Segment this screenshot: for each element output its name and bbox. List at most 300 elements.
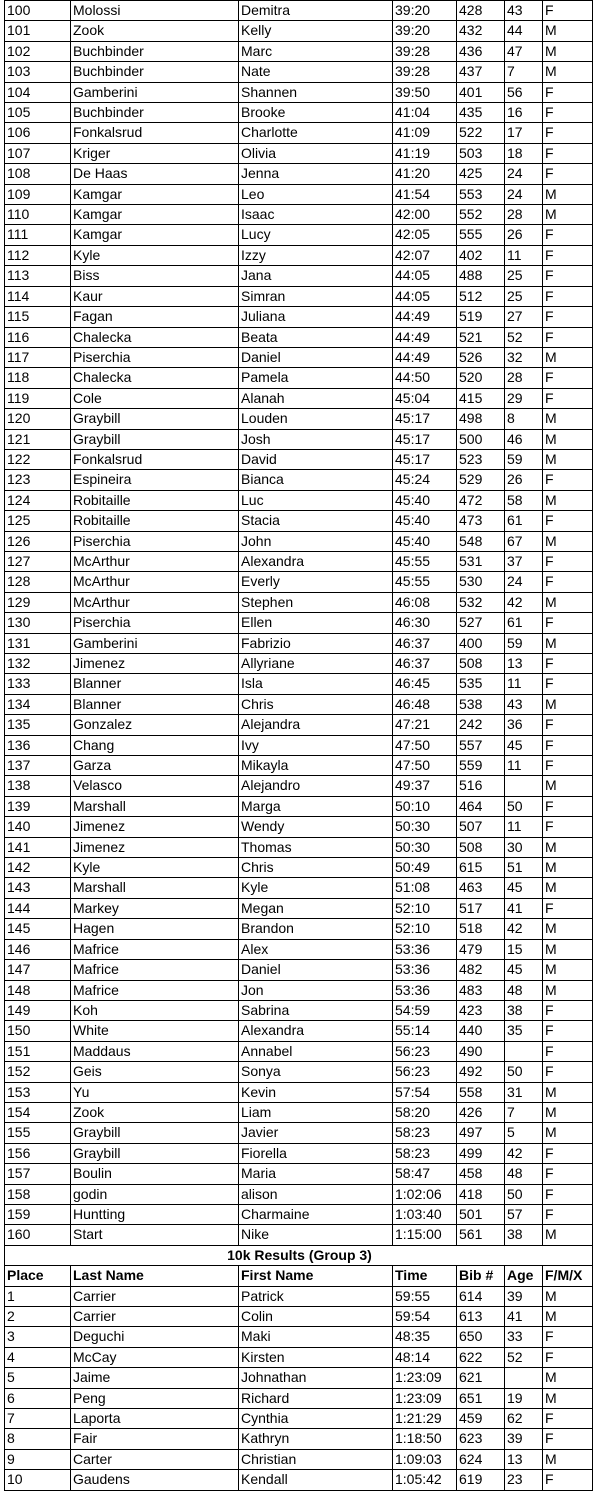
last-name-cell: Markey (71, 898, 239, 918)
table-row (5, 1286, 593, 1306)
bib-cell: 535 (457, 674, 505, 694)
last-name-cell: Robitaille (71, 490, 239, 510)
gender-cell: F (543, 1, 593, 21)
gender-cell: M (543, 1286, 593, 1306)
last-name-cell: Maddaus (71, 1041, 239, 1061)
gender-cell: M (543, 62, 593, 82)
place-cell: 145 (5, 919, 71, 939)
table-row (5, 776, 593, 796)
age-cell: 43 (505, 1, 543, 21)
first-name-cell: Sonya (239, 1062, 393, 1082)
gender-cell: F (543, 82, 593, 102)
first-name-cell: Kelly (239, 21, 393, 41)
table-row (5, 613, 593, 633)
age-cell: 45 (505, 960, 543, 980)
age-cell: 24 (505, 184, 543, 204)
first-name-cell: Alex (239, 939, 393, 959)
time-cell: 45:40 (393, 531, 457, 551)
place-cell: 152 (5, 1062, 71, 1082)
first-name-cell: Shannen (239, 82, 393, 102)
last-name-cell: Boulin (71, 1164, 239, 1184)
age-cell: 28 (505, 368, 543, 388)
first-name-cell: Lucy (239, 225, 393, 245)
time-cell: 45:40 (393, 511, 457, 531)
time-cell: 41:20 (393, 164, 457, 184)
table-row (5, 266, 593, 286)
last-name-cell: Huntting (71, 1204, 239, 1224)
first-name-cell: Nate (239, 62, 393, 82)
first-name-cell: alison (239, 1184, 393, 1204)
age-cell: 16 (505, 103, 543, 123)
place-cell: 134 (5, 694, 71, 714)
last-name-cell: Jimenez (71, 837, 239, 857)
gender-cell: F (543, 817, 593, 837)
last-name-cell: Laporta (71, 1409, 239, 1429)
age-cell: 13 (505, 1449, 543, 1469)
table-row (5, 592, 593, 612)
time-cell: 45:17 (393, 449, 457, 469)
place-cell: 121 (5, 429, 71, 449)
age-cell: 25 (505, 266, 543, 286)
last-name-cell: Kyle (71, 245, 239, 265)
gender-cell: F (543, 551, 593, 571)
table-row (5, 858, 593, 878)
time-cell: 53:36 (393, 980, 457, 1000)
gender-cell: F (543, 796, 593, 816)
last-name-cell: Zook (71, 1102, 239, 1122)
time-cell: 46:37 (393, 633, 457, 653)
last-name-cell: Kamgar (71, 205, 239, 225)
table-row (5, 1000, 593, 1020)
table-row (5, 470, 593, 490)
place-cell: 130 (5, 613, 71, 633)
first-name-cell: Alanah (239, 388, 393, 408)
age-cell: 58 (505, 490, 543, 510)
first-name-cell: Simran (239, 286, 393, 306)
age-cell: 23 (505, 1470, 543, 1490)
time-cell: 45:17 (393, 429, 457, 449)
last-name-cell: Peng (71, 1388, 239, 1408)
place-cell: 113 (5, 266, 71, 286)
gender-cell: F (543, 388, 593, 408)
time-cell: 39:28 (393, 62, 457, 82)
first-name-cell: Kathryn (239, 1429, 393, 1449)
bib-cell: 614 (457, 1286, 505, 1306)
time-cell: 59:54 (393, 1307, 457, 1327)
bib-cell: 459 (457, 1409, 505, 1429)
last-name-cell: Chalecka (71, 368, 239, 388)
gender-cell: F (543, 572, 593, 592)
table-row (5, 817, 593, 837)
last-name-cell: Marshall (71, 796, 239, 816)
table-row (5, 1307, 593, 1327)
gender-cell: M (543, 429, 593, 449)
last-name-cell: Kaur (71, 286, 239, 306)
table-row (5, 1449, 593, 1469)
last-name-cell: Deguchi (71, 1327, 239, 1347)
time-cell: 47:21 (393, 715, 457, 735)
gender-cell: M (543, 409, 593, 429)
place-cell: 5 (5, 1368, 71, 1388)
place-cell: 109 (5, 184, 71, 204)
gender-cell: F (543, 1429, 593, 1449)
bib-cell: 561 (457, 1225, 505, 1245)
age-cell: 38 (505, 1225, 543, 1245)
table-row (5, 1041, 593, 1061)
place-cell: 137 (5, 756, 71, 776)
last-name-cell: Carter (71, 1449, 239, 1469)
gender-cell: M (543, 1123, 593, 1143)
col-header-last-name: Last Name (71, 1266, 239, 1286)
place-cell: 127 (5, 551, 71, 571)
table-row (5, 1143, 593, 1163)
place-cell: 118 (5, 368, 71, 388)
table-row (5, 82, 593, 102)
table-row (5, 347, 593, 367)
gender-cell: F (543, 1164, 593, 1184)
bib-cell: 521 (457, 327, 505, 347)
table-row (5, 1347, 593, 1367)
last-name-cell: Piserchia (71, 613, 239, 633)
place-cell: 133 (5, 674, 71, 694)
table-row (5, 1184, 593, 1204)
place-cell: 116 (5, 327, 71, 347)
table-row (5, 1409, 593, 1429)
bib-cell: 523 (457, 449, 505, 469)
gender-cell: F (543, 1470, 593, 1490)
last-name-cell: Kyle (71, 858, 239, 878)
table-row (5, 368, 593, 388)
place-cell: 107 (5, 143, 71, 163)
gender-cell: M (543, 21, 593, 41)
gender-cell: M (543, 1368, 593, 1388)
place-cell: 115 (5, 307, 71, 327)
time-cell: 58:23 (393, 1123, 457, 1143)
last-name-cell: McArthur (71, 592, 239, 612)
place-cell: 159 (5, 1204, 71, 1224)
bib-cell: 482 (457, 960, 505, 980)
first-name-cell: Leo (239, 184, 393, 204)
first-name-cell: Richard (239, 1388, 393, 1408)
gender-cell: F (543, 735, 593, 755)
age-cell: 41 (505, 898, 543, 918)
last-name-cell: Blanner (71, 674, 239, 694)
last-name-cell: Graybill (71, 409, 239, 429)
gender-cell: F (543, 654, 593, 674)
time-cell: 39:28 (393, 41, 457, 61)
last-name-cell: Biss (71, 266, 239, 286)
bib-cell: 483 (457, 980, 505, 1000)
age-cell: 45 (505, 878, 543, 898)
place-cell: 108 (5, 164, 71, 184)
time-cell: 50:10 (393, 796, 457, 816)
gender-cell: F (543, 470, 593, 490)
bib-cell: 531 (457, 551, 505, 571)
last-name-cell: Zook (71, 21, 239, 41)
bib-cell: 538 (457, 694, 505, 714)
bib-cell: 621 (457, 1368, 505, 1388)
time-cell: 50:30 (393, 817, 457, 837)
place-cell: 101 (5, 21, 71, 41)
bib-cell: 464 (457, 796, 505, 816)
table-row (5, 1164, 593, 1184)
last-name-cell: Start (71, 1225, 239, 1245)
time-cell: 1:21:29 (393, 1409, 457, 1429)
gender-cell: F (543, 1021, 593, 1041)
table-row (5, 898, 593, 918)
first-name-cell: Alejandra (239, 715, 393, 735)
last-name-cell: Gonzalez (71, 715, 239, 735)
time-cell: 44:05 (393, 286, 457, 306)
place-cell: 105 (5, 103, 71, 123)
first-name-cell: Juliana (239, 307, 393, 327)
place-cell: 124 (5, 490, 71, 510)
place-cell: 122 (5, 449, 71, 469)
gender-cell: F (543, 1409, 593, 1429)
gender-cell: F (543, 1143, 593, 1163)
time-cell: 42:05 (393, 225, 457, 245)
last-name-cell: Jaime (71, 1368, 239, 1388)
last-name-cell: Gamberini (71, 633, 239, 653)
first-name-cell: Thomas (239, 837, 393, 857)
last-name-cell: Molossi (71, 1, 239, 21)
bib-cell: 651 (457, 1388, 505, 1408)
gender-cell: M (543, 1225, 593, 1245)
table-row (5, 103, 593, 123)
place-cell: 132 (5, 654, 71, 674)
time-cell: 44:49 (393, 347, 457, 367)
bib-cell: 530 (457, 572, 505, 592)
time-cell: 44:49 (393, 307, 457, 327)
gender-cell: M (543, 490, 593, 510)
time-cell: 46:30 (393, 613, 457, 633)
bib-cell: 473 (457, 511, 505, 531)
bib-cell: 400 (457, 633, 505, 653)
first-name-cell: Fabrizio (239, 633, 393, 653)
table-row (5, 654, 593, 674)
place-cell: 106 (5, 123, 71, 143)
age-cell: 59 (505, 633, 543, 653)
last-name-cell: Fagan (71, 307, 239, 327)
place-cell: 3 (5, 1327, 71, 1347)
time-cell: 58:20 (393, 1102, 457, 1122)
place-cell: 147 (5, 960, 71, 980)
place-cell: 6 (5, 1388, 71, 1408)
bib-cell: 650 (457, 1327, 505, 1347)
time-cell: 52:10 (393, 919, 457, 939)
time-cell: 39:20 (393, 1, 457, 21)
time-cell: 44:05 (393, 266, 457, 286)
age-cell: 25 (505, 286, 543, 306)
place-cell: 7 (5, 1409, 71, 1429)
last-name-cell: Geis (71, 1062, 239, 1082)
age-cell: 5 (505, 1123, 543, 1143)
table-row (5, 1225, 593, 1245)
gender-cell: F (543, 164, 593, 184)
bib-cell: 426 (457, 1102, 505, 1122)
gender-cell: F (543, 1184, 593, 1204)
first-name-cell: Stephen (239, 592, 393, 612)
first-name-cell: Maria (239, 1164, 393, 1184)
gender-cell: F (543, 1041, 593, 1061)
last-name-cell: Gaudens (71, 1470, 239, 1490)
gender-cell: M (543, 41, 593, 61)
last-name-cell: Yu (71, 1082, 239, 1102)
gender-cell: M (543, 919, 593, 939)
first-name-cell: Josh (239, 429, 393, 449)
bib-cell: 623 (457, 1429, 505, 1449)
age-cell: 47 (505, 41, 543, 61)
gender-cell: F (543, 225, 593, 245)
table-row (5, 919, 593, 939)
first-name-cell: David (239, 449, 393, 469)
first-name-cell: Daniel (239, 960, 393, 980)
bib-cell: 463 (457, 878, 505, 898)
table-row (5, 633, 593, 653)
first-name-cell: Annabel (239, 1041, 393, 1061)
time-cell: 41:54 (393, 184, 457, 204)
first-name-cell: Beata (239, 327, 393, 347)
bib-cell: 418 (457, 1184, 505, 1204)
place-cell: 151 (5, 1041, 71, 1061)
bib-cell: 552 (457, 205, 505, 225)
first-name-cell: Chris (239, 694, 393, 714)
table-row (5, 878, 593, 898)
place-cell: 117 (5, 347, 71, 367)
place-cell: 138 (5, 776, 71, 796)
gender-cell: F (543, 327, 593, 347)
gender-cell: M (543, 184, 593, 204)
age-cell: 11 (505, 245, 543, 265)
bib-cell: 557 (457, 735, 505, 755)
bib-cell: 526 (457, 347, 505, 367)
table-row (5, 674, 593, 694)
last-name-cell: Graybill (71, 1123, 239, 1143)
time-cell: 1:18:50 (393, 1429, 457, 1449)
place-cell: 126 (5, 531, 71, 551)
last-name-cell: Graybill (71, 429, 239, 449)
age-cell: 39 (505, 1429, 543, 1449)
first-name-cell: Kevin (239, 1082, 393, 1102)
table-row (5, 490, 593, 510)
gender-cell: F (543, 286, 593, 306)
place-cell: 142 (5, 858, 71, 878)
table-row (5, 1204, 593, 1224)
bib-cell: 500 (457, 429, 505, 449)
first-name-cell: Sabrina (239, 1000, 393, 1020)
last-name-cell: White (71, 1021, 239, 1041)
last-name-cell: McCay (71, 1347, 239, 1367)
time-cell: 42:00 (393, 205, 457, 225)
place-cell: 10 (5, 1470, 71, 1490)
last-name-cell: Hagen (71, 919, 239, 939)
first-name-cell: Ivy (239, 735, 393, 755)
time-cell: 57:54 (393, 1082, 457, 1102)
age-cell: 43 (505, 694, 543, 714)
last-name-cell: Robitaille (71, 511, 239, 531)
age-cell: 11 (505, 674, 543, 694)
age-cell: 62 (505, 1409, 543, 1429)
time-cell: 54:59 (393, 1000, 457, 1020)
age-cell (505, 776, 543, 796)
age-cell: 8 (505, 409, 543, 429)
time-cell: 47:50 (393, 735, 457, 755)
gender-cell: M (543, 878, 593, 898)
first-name-cell: Allyriane (239, 654, 393, 674)
age-cell: 50 (505, 1184, 543, 1204)
last-name-cell: Garza (71, 756, 239, 776)
table-row (5, 327, 593, 347)
group-3-section (5, 1245, 593, 1286)
last-name-cell: Kriger (71, 143, 239, 163)
last-name-cell: Marshall (71, 878, 239, 898)
gender-cell: F (543, 756, 593, 776)
last-name-cell: Cole (71, 388, 239, 408)
bib-cell: 519 (457, 307, 505, 327)
first-name-cell: Charlotte (239, 123, 393, 143)
col-header-place: Place (5, 1266, 71, 1286)
last-name-cell: De Haas (71, 164, 239, 184)
bib-cell: 437 (457, 62, 505, 82)
age-cell: 59 (505, 449, 543, 469)
first-name-cell: Louden (239, 409, 393, 429)
first-name-cell: Kirsten (239, 1347, 393, 1367)
time-cell: 53:36 (393, 939, 457, 959)
gender-cell: F (543, 511, 593, 531)
bib-cell: 548 (457, 531, 505, 551)
time-cell: 1:05:42 (393, 1470, 457, 1490)
age-cell: 57 (505, 1204, 543, 1224)
age-cell: 46 (505, 429, 543, 449)
time-cell: 56:23 (393, 1062, 457, 1082)
last-name-cell: Gamberini (71, 82, 239, 102)
gender-cell: M (543, 837, 593, 857)
bib-cell: 501 (457, 1204, 505, 1224)
time-cell: 1:09:03 (393, 1449, 457, 1469)
age-cell: 35 (505, 1021, 543, 1041)
gender-cell: F (543, 103, 593, 123)
col-header-age: Age (505, 1266, 543, 1286)
time-cell: 58:23 (393, 1143, 457, 1163)
table-row (5, 245, 593, 265)
first-name-cell: Isaac (239, 205, 393, 225)
first-name-cell: Liam (239, 1102, 393, 1122)
age-cell: 50 (505, 796, 543, 816)
bib-cell: 479 (457, 939, 505, 959)
bib-cell: 503 (457, 143, 505, 163)
bib-cell: 529 (457, 470, 505, 490)
bib-cell: 436 (457, 41, 505, 61)
age-cell: 42 (505, 592, 543, 612)
last-name-cell: Jimenez (71, 817, 239, 837)
bib-cell: 428 (457, 1, 505, 21)
table-row (5, 123, 593, 143)
place-cell: 156 (5, 1143, 71, 1163)
time-cell: 45:17 (393, 409, 457, 429)
bib-cell: 402 (457, 245, 505, 265)
first-name-cell: Chris (239, 858, 393, 878)
first-name-cell: Wendy (239, 817, 393, 837)
place-cell: 120 (5, 409, 71, 429)
gender-cell: F (543, 674, 593, 694)
first-name-cell: Ellen (239, 613, 393, 633)
bib-cell: 517 (457, 898, 505, 918)
age-cell: 48 (505, 980, 543, 1000)
last-name-cell: Graybill (71, 1143, 239, 1163)
bib-cell: 624 (457, 1449, 505, 1469)
gender-cell: M (543, 1082, 593, 1102)
age-cell: 15 (505, 939, 543, 959)
